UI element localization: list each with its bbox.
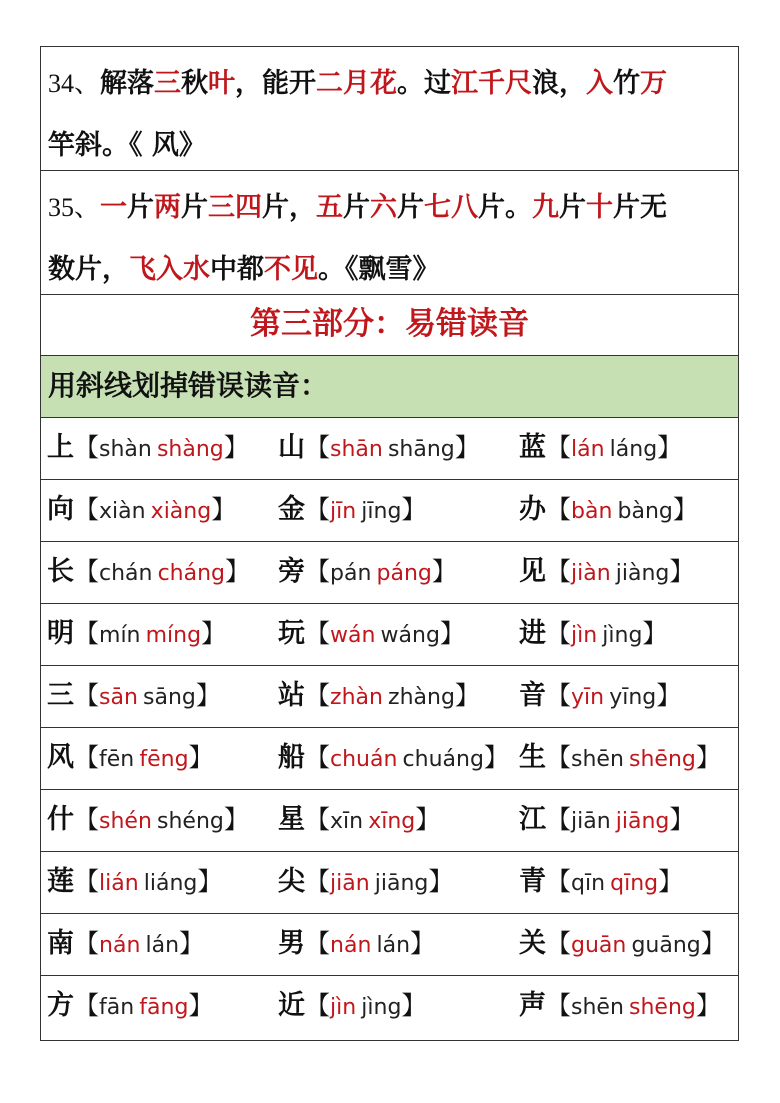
pinyin-row [41, 790, 738, 852]
pinyin-option[interactable]: chán [99, 561, 153, 586]
bracket-close: 】 [188, 743, 214, 772]
pinyin-item [278, 542, 457, 604]
pinyin-option[interactable]: sān [99, 685, 138, 710]
poem-text: 。过 [397, 68, 452, 99]
poem-highlight: 万 [640, 68, 668, 99]
pinyin-item [47, 604, 226, 666]
poem-line [48, 177, 732, 239]
bracket-open: 【 [305, 681, 331, 710]
hanzi-character: 南 [47, 928, 74, 959]
hanzi-character: 声 [519, 990, 546, 1021]
pinyin-item [519, 976, 721, 1038]
pinyin-item [47, 976, 213, 1038]
hanzi-character: 星 [278, 804, 305, 835]
hanzi-character: 上 [47, 432, 74, 463]
pinyin-option[interactable]: jìn [330, 995, 357, 1020]
bracket-close: 】 [669, 805, 695, 834]
hanzi-character: 长 [47, 556, 74, 587]
hanzi-character: 三 [47, 680, 74, 711]
hanzi-character: 音 [519, 680, 546, 711]
poem-line [48, 239, 732, 301]
pinyin-option[interactable]: bàng [617, 499, 673, 524]
poem-line [48, 53, 732, 115]
poem-highlight: 二月花 [316, 68, 398, 99]
bracket-open: 【 [74, 991, 100, 1020]
bracket-close: 】 [401, 495, 427, 524]
bracket-close: 】 [454, 681, 480, 710]
pinyin-row [41, 604, 738, 666]
pinyin-option[interactable]: jiàn [571, 561, 611, 586]
pinyin-row [41, 480, 738, 542]
hanzi-character: 进 [519, 618, 546, 649]
pinyin-option[interactable]: shēng [629, 747, 696, 772]
poem-highlight: 不见 [264, 254, 318, 285]
bracket-close: 】 [197, 867, 223, 896]
pinyin-option[interactable]: jìn [571, 623, 598, 648]
pinyin-option[interactable]: fān [99, 995, 135, 1020]
bracket-close: 】 [695, 991, 721, 1020]
pinyin-option[interactable]: guāng [631, 933, 701, 958]
bracket-close: 】 [188, 991, 214, 1020]
pinyin-item [278, 666, 480, 728]
bracket-open: 【 [74, 929, 100, 958]
pinyin-item [519, 480, 698, 542]
pinyin-option[interactable]: jìng [361, 995, 402, 1020]
bracket-close: 】 [695, 743, 721, 772]
bracket-close: 】 [401, 991, 427, 1020]
poem-highlight: 飞入 [129, 254, 183, 285]
hanzi-character: 站 [278, 680, 305, 711]
poem-highlight: 江千尺 [451, 68, 533, 99]
bracket-open: 【 [546, 557, 572, 586]
bracket-close: 】 [225, 557, 251, 586]
pinyin-option[interactable]: cháng [157, 561, 226, 586]
section-title: 第三部分：易错读音 [41, 295, 738, 356]
pinyin-option[interactable]: jiāng [615, 809, 670, 834]
pinyin-row [41, 976, 738, 1040]
poem-text: 片无 [613, 192, 668, 223]
pinyin-item [519, 728, 721, 790]
poem-text: 浪， [532, 68, 587, 99]
hanzi-character: 尖 [278, 866, 305, 897]
pinyin-option[interactable]: bàn [571, 499, 613, 524]
pinyin-item [278, 480, 426, 542]
hanzi-character: 船 [278, 742, 305, 773]
bracket-open: 【 [305, 991, 331, 1020]
instruction-banner: 用斜线划掉错误读音： [41, 356, 738, 418]
pinyin-item [278, 790, 440, 852]
pinyin-item [278, 418, 480, 480]
bracket-open: 【 [305, 557, 331, 586]
pinyin-item [519, 604, 667, 666]
pinyin-option[interactable]: xīn [330, 809, 364, 834]
poem-line [48, 115, 732, 177]
hanzi-character: 向 [47, 494, 74, 525]
poem-number: 34、 [48, 69, 101, 98]
pinyin-option[interactable]: shéng [157, 809, 224, 834]
bracket-close: 】 [415, 805, 441, 834]
hanzi-character: 近 [278, 990, 305, 1021]
poem-text: 竿斜。《 风》 [48, 130, 206, 161]
hanzi-character: 青 [519, 866, 546, 897]
poem-text: 秋 [181, 68, 209, 99]
pinyin-option[interactable]: chuáng [402, 747, 484, 772]
pinyin-option[interactable]: jiān [571, 809, 611, 834]
pinyin-item [519, 666, 681, 728]
hanzi-character: 风 [47, 742, 74, 773]
pinyin-option[interactable]: jiàng [615, 561, 670, 586]
pinyin-item [278, 852, 453, 914]
pinyin-rows [41, 418, 738, 1040]
bracket-open: 【 [546, 433, 572, 462]
bracket-open: 【 [546, 929, 572, 958]
pinyin-option[interactable]: xīng [368, 809, 416, 834]
poem-text: 片 [181, 192, 209, 223]
pinyin-option[interactable]: zhàn [330, 685, 383, 710]
pinyin-option[interactable]: shān [330, 437, 383, 462]
bracket-close: 】 [439, 619, 465, 648]
pinyin-item [278, 604, 465, 666]
bracket-close: 】 [195, 681, 221, 710]
pinyin-option[interactable]: sāng [143, 685, 196, 710]
pinyin-row [41, 542, 738, 604]
bracket-open: 【 [74, 557, 100, 586]
poem-highlight: 三 [154, 68, 182, 99]
hanzi-character: 方 [47, 990, 74, 1021]
bracket-open: 【 [546, 805, 572, 834]
poem-35 [41, 171, 738, 295]
pinyin-row [41, 728, 738, 790]
pinyin-option[interactable]: qīng [610, 871, 659, 896]
bracket-close: 】 [179, 929, 205, 958]
poem-34 [41, 47, 738, 171]
pinyin-row [41, 666, 738, 728]
pinyin-option[interactable]: lán [571, 437, 605, 462]
bracket-close: 】 [211, 495, 237, 524]
bracket-open: 【 [74, 681, 100, 710]
pinyin-option[interactable]: yīn [571, 685, 605, 710]
pinyin-option[interactable]: mín [99, 623, 141, 648]
bracket-open: 【 [546, 681, 572, 710]
pinyin-item [519, 914, 726, 976]
pinyin-item [47, 480, 236, 542]
pinyin-option[interactable]: nán [330, 933, 372, 958]
pinyin-option[interactable]: fāng [139, 995, 189, 1020]
bracket-close: 】 [223, 433, 249, 462]
bracket-close: 】 [669, 557, 695, 586]
bracket-open: 【 [305, 743, 331, 772]
pinyin-option[interactable]: shēn [571, 747, 624, 772]
hanzi-character: 江 [519, 804, 546, 835]
pinyin-option[interactable]: shēn [571, 995, 624, 1020]
bracket-open: 【 [74, 805, 100, 834]
pinyin-option[interactable]: shāng [387, 437, 455, 462]
poem-highlight: 一 [100, 192, 128, 223]
hanzi-character: 莲 [47, 866, 74, 897]
bracket-open: 【 [305, 433, 331, 462]
hanzi-character: 男 [278, 928, 305, 959]
pinyin-option[interactable]: xiàn [99, 499, 146, 524]
pinyin-row [41, 852, 738, 914]
bracket-close: 】 [483, 743, 509, 772]
bracket-open: 【 [74, 867, 100, 896]
poem-text: 片。 [478, 192, 533, 223]
bracket-open: 【 [305, 929, 331, 958]
hanzi-character: 办 [519, 494, 546, 525]
pinyin-item [519, 542, 694, 604]
poem-text: 片 [127, 192, 155, 223]
poem-text: 竹 [613, 68, 641, 99]
pinyin-row [41, 914, 738, 976]
pinyin-item [278, 976, 426, 1038]
pinyin-item [47, 542, 250, 604]
pinyin-option[interactable]: yīng [609, 685, 657, 710]
bracket-close: 】 [656, 681, 682, 710]
pinyin-option[interactable]: míng [145, 623, 202, 648]
hanzi-character: 生 [519, 742, 546, 773]
bracket-open: 【 [546, 867, 572, 896]
pinyin-option[interactable]: zhàng [388, 685, 455, 710]
pinyin-item [47, 852, 222, 914]
hanzi-character: 玩 [278, 618, 305, 649]
pinyin-option[interactable]: liáng [143, 871, 198, 896]
poem-highlight: 六 [370, 192, 398, 223]
hanzi-character: 明 [47, 618, 74, 649]
poem-highlight: 入 [586, 68, 614, 99]
poem-highlight: 七八 [424, 192, 479, 223]
poem-text: 。《飘雪》 [318, 254, 440, 285]
pinyin-option[interactable]: wáng [380, 623, 440, 648]
pinyin-item [47, 666, 221, 728]
bracket-open: 【 [546, 619, 572, 648]
poem-highlight: 水 [183, 254, 210, 285]
pinyin-option[interactable]: shēng [629, 995, 696, 1020]
bracket-open: 【 [546, 495, 572, 524]
poem-text: 片 [397, 192, 425, 223]
hanzi-character: 什 [47, 804, 74, 835]
pinyin-item [47, 914, 204, 976]
pinyin-option[interactable]: jiān [330, 871, 370, 896]
bracket-close: 】 [410, 929, 436, 958]
poem-highlight: 十 [586, 192, 614, 223]
bracket-close: 】 [642, 619, 668, 648]
pinyin-option[interactable]: lán [376, 933, 411, 958]
poem-text: 解落 [100, 68, 155, 99]
pinyin-option[interactable]: xiàng [150, 499, 212, 524]
pinyin-option[interactable]: jiāng [374, 871, 429, 896]
pinyin-item [47, 418, 249, 480]
pinyin-option[interactable]: chuán [330, 747, 398, 772]
pinyin-option[interactable]: shén [99, 809, 152, 834]
worksheet-table [40, 46, 739, 1041]
pinyin-option[interactable]: nán [99, 933, 141, 958]
bracket-open: 【 [305, 805, 331, 834]
pinyin-item [278, 728, 509, 790]
bracket-open: 【 [546, 991, 572, 1020]
pinyin-option[interactable]: lián [99, 871, 139, 896]
bracket-open: 【 [305, 495, 331, 524]
poem-text: 片 [343, 192, 371, 223]
poem-text: 中都 [210, 254, 264, 285]
bracket-close: 】 [223, 805, 249, 834]
poem-number: 35、 [48, 193, 101, 222]
hanzi-character: 见 [519, 556, 546, 587]
pinyin-item [47, 728, 214, 790]
pinyin-option[interactable]: guān [571, 933, 627, 958]
pinyin-option[interactable]: fēng [139, 747, 189, 772]
hanzi-character: 旁 [278, 556, 305, 587]
pinyin-option[interactable]: jīng [361, 499, 402, 524]
bracket-close: 】 [454, 433, 480, 462]
bracket-close: 】 [201, 619, 227, 648]
bracket-close: 】 [428, 867, 454, 896]
hanzi-character: 山 [278, 432, 305, 463]
pinyin-row [41, 418, 738, 480]
bracket-open: 【 [74, 743, 100, 772]
bracket-close: 】 [657, 433, 683, 462]
poem-highlight: 五 [316, 192, 344, 223]
pinyin-item [519, 852, 683, 914]
poem-text: ，能开 [235, 68, 317, 99]
pinyin-option[interactable]: shàn [99, 437, 152, 462]
bracket-close: 】 [672, 495, 698, 524]
poem-highlight: 两 [154, 192, 182, 223]
pinyin-option[interactable]: jīn [330, 499, 357, 524]
poem-highlight: 三四 [208, 192, 263, 223]
bracket-open: 【 [546, 743, 572, 772]
poem-text: 片， [262, 192, 317, 223]
pinyin-option[interactable]: páng [376, 561, 432, 586]
bracket-close: 】 [431, 557, 457, 586]
pinyin-option[interactable]: qīn [571, 871, 606, 896]
pinyin-option[interactable]: jìng [602, 623, 643, 648]
pinyin-option[interactable]: láng [609, 437, 658, 462]
bracket-open: 【 [74, 433, 100, 462]
pinyin-option[interactable]: pán [330, 561, 372, 586]
pinyin-item [47, 790, 249, 852]
pinyin-option[interactable]: shàng [156, 437, 224, 462]
hanzi-character: 蓝 [519, 432, 546, 463]
pinyin-option[interactable]: fēn [99, 747, 135, 772]
pinyin-item [519, 790, 694, 852]
bracket-open: 【 [305, 867, 331, 896]
poem-text: 数片， [48, 254, 129, 285]
pinyin-option[interactable]: lán [145, 933, 180, 958]
bracket-open: 【 [74, 619, 100, 648]
pinyin-option[interactable]: wán [330, 623, 376, 648]
bracket-open: 【 [305, 619, 331, 648]
pinyin-item [519, 418, 682, 480]
poem-highlight: 九 [532, 192, 560, 223]
poem-highlight: 叶 [208, 68, 236, 99]
hanzi-character: 金 [278, 494, 305, 525]
bracket-close: 】 [658, 867, 684, 896]
poem-text: 片 [559, 192, 587, 223]
bracket-close: 】 [700, 929, 726, 958]
pinyin-item [278, 914, 435, 976]
hanzi-character: 关 [519, 928, 546, 959]
bracket-open: 【 [74, 495, 100, 524]
